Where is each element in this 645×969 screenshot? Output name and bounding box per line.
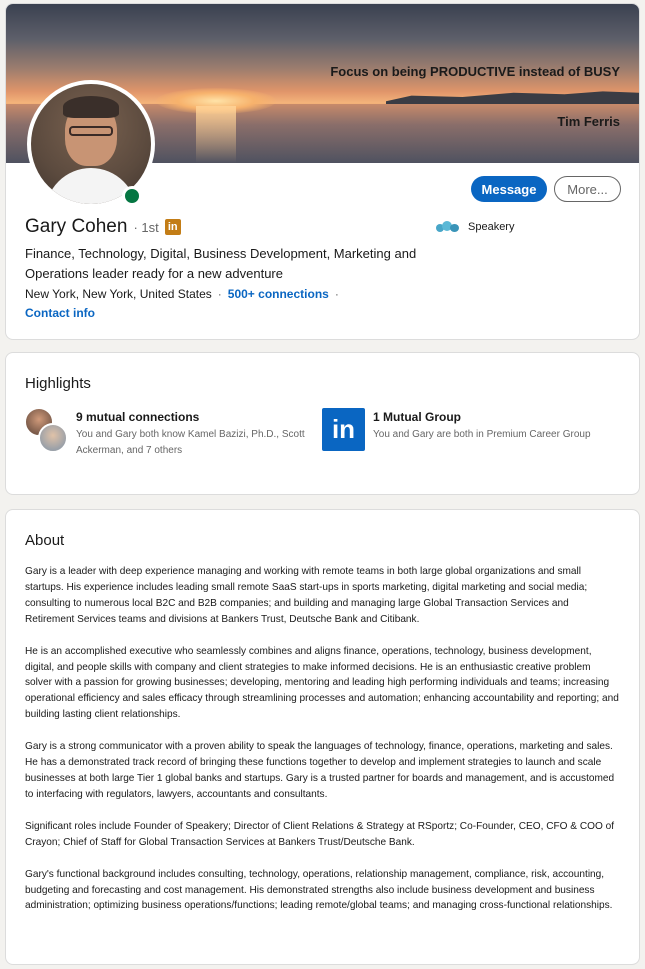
connection-degree: · 1st <box>133 219 159 235</box>
more-button[interactable]: More... <box>554 176 621 202</box>
profile-headline: Finance, Technology, Digital, Business Development, Marketing and Operations leader ready for a new adventure <box>25 246 417 281</box>
about-paragraph: Gary is a strong communicator with a proven ability to speak the languages of technology, finance, operations, marketing and sales. He has a demonstrated track record of bringing these functions together to develop and implement strategies to launch and scale businesses at both large Tier 1 global banks and startups. Gary is a trusted partner for boards and management, and is accustomed to interfacing with regulators, lawyers, accountants and consultants. <box>25 741 615 800</box>
speakery-logo-icon <box>436 220 460 234</box>
contact-info-link[interactable]: Contact info <box>25 306 95 320</box>
location-row <box>25 287 345 301</box>
connections-link[interactable]: 500+ connections <box>227 287 329 301</box>
current-company[interactable] <box>436 220 514 234</box>
mutual-connections-avatars[interactable] <box>24 407 72 455</box>
mutual-group-description: You and Gary are both in Premium Career Group <box>373 429 591 440</box>
banner-reflection <box>196 106 236 163</box>
banner-shoreline <box>386 90 640 104</box>
separator-dot: · <box>334 287 339 301</box>
about-text <box>25 564 620 930</box>
avatar <box>38 423 68 453</box>
message-button[interactable]: Message <box>471 176 547 202</box>
highlights-card <box>5 352 640 495</box>
linkedin-group-icon[interactable]: in <box>322 408 365 451</box>
mutual-group-link[interactable]: 1 Mutual Group <box>373 410 461 424</box>
name-row <box>25 216 181 238</box>
about-title: About <box>25 532 65 549</box>
about-paragraph: Gary's functional background includes consulting, technology, operations, relationship management, compliance, risk, accounting, budgeting and forecasting and cost management. His demonstrated strengths also include business development and business administration; optimizing business operations/functions; leading remote/global teams; and managing cross-functional relationships. <box>25 868 613 912</box>
profile-name: Gary Cohen <box>25 216 128 237</box>
about-paragraph: Gary is a leader with deep experience managing and working with remote teams in both large global organizations and small startups. His experience includes leading small remote SaaS start-ups in sports marketing, digital marketing and social media; consulting to numerous local B2C and B2B companies; and building and managing large Global Transaction Services and Retirement Services teams and divisions at Bankers Trust, Deutsche Bank and Citibank. <box>25 566 588 625</box>
company-name: Speakery <box>468 221 515 233</box>
banner-quote: Focus on being PRODUCTIVE instead of BUSY <box>330 64 620 79</box>
mutual-connections-description: You and Gary both know Kamel Bazizi, Ph.D., Scott Ackerman, and 7 others <box>76 429 305 456</box>
banner-author: Tim Ferris <box>557 114 620 129</box>
highlights-title: Highlights <box>25 375 91 392</box>
about-paragraph: Significant roles include Founder of Speakery; Director of Client Relations & Strategy at RSportz; Co-Founder, CEO, CFO & COO of Crayon; Chief of Staff for Global Transaction Services at Bankers Trust/Deutsche Bank. <box>25 820 615 848</box>
about-paragraph: He is an accomplished executive who seamlessly combines and aligns finance, operations, technology, business development, digital, and people skills with company and client strategies to make informed decisions. He is an enthusiastic creative problem solver with a passion for growing businesses; developing, mentoring and leading high performing individuals and teams; increasing operational efficiency and sales efficacy through streamlining processes and automation; enhancing accountability and reporting; and building lasting client relationships. <box>25 645 619 721</box>
profile-card <box>5 3 640 340</box>
linkedin-premium-icon: in <box>165 219 181 235</box>
about-card <box>5 509 640 965</box>
separator-dot: · <box>217 287 222 301</box>
online-status-icon <box>122 186 142 206</box>
profile-location: New York, New York, United States <box>25 287 212 301</box>
mutual-connections-link[interactable]: 9 mutual connections <box>76 410 200 424</box>
